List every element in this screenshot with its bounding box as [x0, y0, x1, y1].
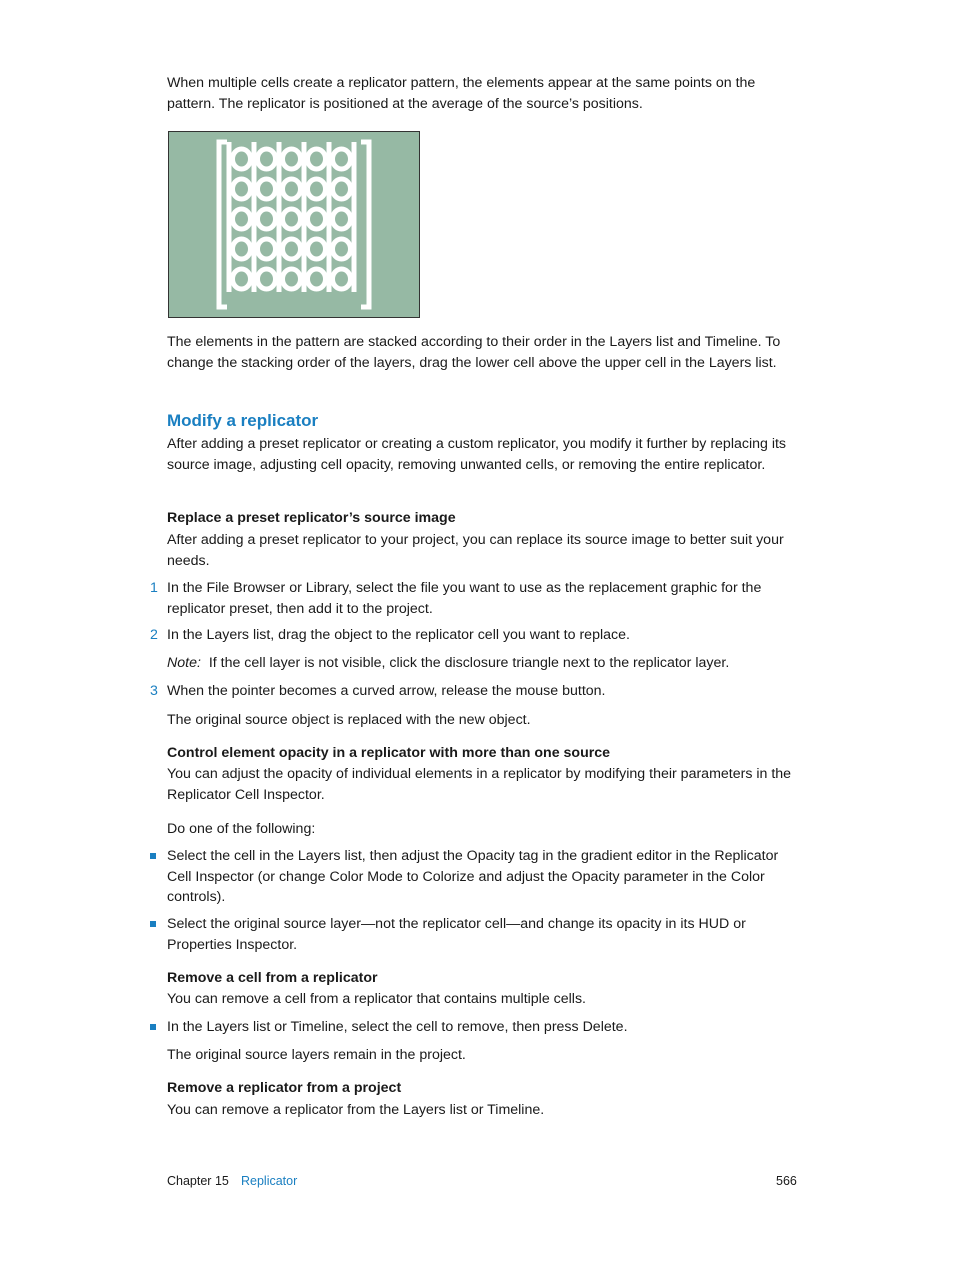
pattern-ring: [308, 149, 326, 169]
bracket-right-shape: [361, 142, 369, 307]
footer-chapter: Chapter 15: [167, 1174, 229, 1188]
opacity-bullet-2: Select the original source layer—not the replicator cell—and change its opacity in its HUD or Properties Inspector.: [167, 916, 746, 953]
subheading-opacity: Control element opacity in a replicator with more than one source: [167, 745, 611, 761]
note-paragraph: [167, 653, 803, 674]
pattern-ring: [233, 239, 251, 259]
replace-paragraph: After adding a preset replicator to your project, you can replace its source image to better suit your needs.: [167, 532, 784, 569]
pattern-ring: [333, 179, 351, 199]
bracket-left-shape: [219, 142, 227, 307]
pattern-ring: [308, 209, 326, 229]
step-2-text: In the Layers list, drag the object to the replicator cell you want to replace.: [167, 627, 630, 643]
modify-paragraph: After adding a preset replicator or creating a custom replicator, you modify it further by replacing its source image, adjusting cell opacity, removing unwanted cells, or removing the entire replicator.: [167, 436, 787, 473]
step-1-text: In the File Browser or Library, select the file you want to use as the replacement graphic for the replicator preset, then add it to the project.: [167, 580, 762, 617]
pattern-ring: [233, 179, 251, 199]
pattern-ring: [333, 269, 351, 289]
pattern-ring: [258, 179, 276, 199]
step-number-3: 3: [150, 683, 158, 699]
pattern-ring: [333, 149, 351, 169]
intro-paragraph: When multiple cells create a replicator pattern, the elements appear at the same points on the pattern. The replicator is positioned at the average of the source’s positions.: [167, 75, 756, 112]
pattern-ring: [333, 209, 351, 229]
pattern-ring: [308, 269, 326, 289]
remove-cell-paragraph: You can remove a cell from a replicator that contains multiple cells.: [167, 991, 586, 1007]
pattern-ring: [258, 269, 276, 289]
step-number-1: 1: [150, 580, 158, 596]
pattern-ring: [333, 239, 351, 259]
footer-page-number: 566: [776, 1174, 797, 1188]
subheading-remove-replicator: Remove a replicator from a project: [167, 1080, 402, 1096]
pattern-ring: [283, 149, 301, 169]
pattern-ring: [283, 239, 301, 259]
remove-cell-bullet: In the Layers list or Timeline, select the cell to remove, then press Delete.: [167, 1019, 628, 1035]
bullet-marker: [150, 853, 156, 859]
pattern-ring: [258, 209, 276, 229]
footer-section-link[interactable]: Replicator: [241, 1174, 298, 1188]
opacity-paragraph: You can adjust the opacity of individual elements in a replicator by modifying their parameters in the Replicator Cell Inspector.: [167, 766, 792, 803]
replicator-pattern-figure: [168, 131, 420, 318]
pattern-ring: [233, 269, 251, 289]
replicator-pattern-image: [169, 132, 419, 317]
pattern-ring: [308, 179, 326, 199]
remove-replicator-paragraph: You can remove a replicator from the Layers list or Timeline.: [167, 1102, 545, 1118]
remove-cell-result: The original source layers remain in the project.: [167, 1047, 466, 1063]
replace-result: The original source object is replaced with the new object.: [167, 712, 531, 728]
step-3-text: When the pointer becomes a curved arrow, release the mouse button.: [167, 683, 606, 699]
subheading-replace: Replace a preset replicator’s source image: [167, 510, 456, 526]
pattern-ring: [283, 269, 301, 289]
note-text: If the cell layer is not visible, click the disclosure triangle next to the replicator layer.: [208, 655, 730, 671]
stacking-paragraph: The elements in the pattern are stacked according to their order in the Layers list and Timeline. To change the stacking order of the layers, drag the lower cell above the upper cell in the Layers list.: [167, 334, 781, 371]
opacity-bullet-1: Select the cell in the Layers list, then adjust the Opacity tag in the gradient editor in the Replicator Cell Inspector (or change Color Mode to Colorize and adjust the Opacity parameter in the Color controls).: [167, 848, 779, 906]
section-heading-modify: Modify a replicator: [167, 411, 319, 430]
bullet-marker: [150, 1024, 156, 1030]
pattern-ring: [233, 149, 251, 169]
pattern-ring: [283, 209, 301, 229]
subheading-remove-cell: Remove a cell from a replicator: [167, 970, 378, 986]
pattern-ring: [258, 149, 276, 169]
pattern-ring: [283, 179, 301, 199]
note-label: Note:: [167, 655, 201, 671]
pattern-ring: [308, 239, 326, 259]
opacity-lead: Do one of the following:: [167, 821, 316, 837]
step-number-2: 2: [150, 627, 158, 643]
pattern-ring: [258, 239, 276, 259]
pattern-ring: [233, 209, 251, 229]
bullet-marker: [150, 921, 156, 927]
